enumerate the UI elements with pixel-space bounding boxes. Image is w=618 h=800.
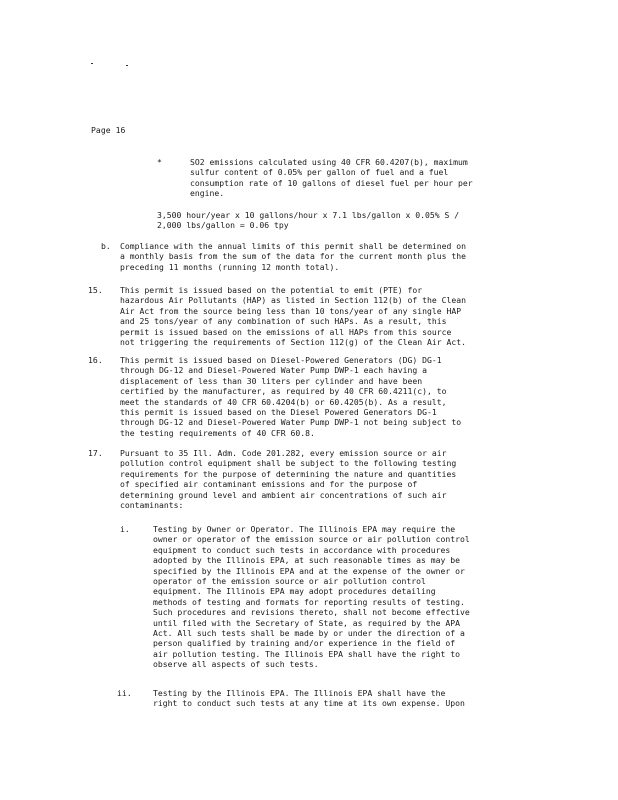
item-17-number: 17.	[88, 448, 103, 458]
item-17-i-line: operator of the emission source or air pollution control	[153, 576, 426, 587]
item-15-line: permit is issued based on the emissions of all HAPs from this source	[120, 326, 452, 337]
item-17-i-line: air pollution testing. The Illinois EPA shall have the right to	[153, 648, 460, 659]
item-b-line: Compliance with the annual limits of this permit shall be determined on	[120, 241, 466, 251]
item-17-i-line: equipment to conduct such tests in accordance with procedures	[153, 544, 451, 555]
item-17-i-line: Such procedures and revisions thereto, shall not become effective	[153, 607, 470, 618]
item-a-line: SO2 emissions calculated using 40 CFR 60.4207(b), maximum	[190, 157, 468, 167]
item-17-i-line: person qualified by training and/or experience in the field of	[153, 638, 456, 649]
item-17-i-line: methods of testing and formats for reporting results of testing.	[153, 596, 465, 607]
item-17-ii-line: right to conduct such tests at any time at its own expense. Upon	[153, 698, 465, 709]
scan-speck	[126, 65, 128, 66]
item-a-line: consumption rate of 10 gallons of diesel fuel per hour per	[190, 177, 473, 188]
item-15-line: This permit is issued based on the potential to emit (PTE) for	[120, 285, 423, 295]
item-a-line: engine.	[190, 188, 225, 199]
item-b-line: a monthly basis from the sum of the data for the current month plus the	[120, 251, 466, 262]
item-16-line: This permit is issued based on Diesel-Powered Generators (DG) DG-1	[120, 355, 442, 365]
item-a-text	[190, 157, 473, 199]
item-16-number: 16.	[88, 355, 103, 365]
calculation-line: 3,500 hour/year x 10 gallons/hour x 7.1 lbs/gallon x 0.05% S /	[157, 210, 460, 220]
item-17-i-line: owner or operator of the emission source or air pollution control	[153, 534, 470, 545]
item-17-i-line: Testing by Owner or Operator. The Illinois EPA may require the	[153, 524, 456, 534]
page-label: Page 16	[91, 125, 126, 135]
item-b-marker: b.	[101, 241, 111, 251]
item-17-i-line: until filed with the Secretary of State, as required by the APA	[153, 617, 460, 628]
item-16-line: certified by the manufacturer, as required by 40 CFR 60.4211(c), to	[120, 386, 447, 397]
calculation-line: 2,000 lbs/gallon = 0.06 tpy	[157, 220, 289, 231]
item-a-line: sulfur content of 0.05% per gallon of fuel and a fuel	[190, 167, 449, 178]
item-15-line: hazardous Air Pollutants (HAP) as listed in Section 112(b) of the Clean	[120, 295, 466, 306]
item-15-text	[120, 285, 466, 347]
item-16-line: through DG-12 and Diesel-Powered Water Pump DWP-1 each having a	[120, 365, 427, 376]
calculation	[157, 210, 459, 231]
item-16-line: the testing requirements of 40 CFR 60.8.	[120, 427, 315, 438]
item-17-i-marker: i.	[120, 524, 130, 534]
item-16-line: meet the standards of 40 CFR 60.4204(b) or 60.4205(b). As a result,	[120, 396, 447, 407]
item-17-ii-text	[153, 688, 465, 709]
item-17-i-line: specified by the Illinois EPA and at the expense of the owner or	[153, 565, 465, 576]
item-17-line: of specified air contaminant emissions and for the purpose of	[120, 479, 418, 490]
item-17-text	[120, 448, 456, 510]
item-b-text	[120, 241, 466, 272]
item-16-line: this permit is issued based on the Diesel Powered Generators DG-1	[120, 407, 437, 418]
item-b-line: preceding 11 months (running 12 month total).	[120, 261, 340, 272]
item-15-line: Air Act from the source being less than 10 tons/year of any single HAP	[120, 305, 462, 316]
item-17-line: contaminants:	[120, 500, 184, 511]
item-17-line: pollution control equipment shall be subject to the following testing	[120, 458, 457, 469]
item-16-line: displacement of less than 30 liters per cylinder and have been	[120, 375, 423, 386]
item-17-i-line: adopted by the Illinois EPA, at such reasonable times as may be	[153, 555, 460, 566]
item-15-line: and 25 tons/year of any combination of such HAPs. As a result, this	[120, 316, 447, 327]
item-17-ii-marker: ii.	[117, 688, 132, 698]
item-a-marker: *	[157, 157, 162, 167]
item-17-line: requirements for the purpose of determining the nature and quantities	[120, 468, 457, 479]
item-16-text	[120, 355, 461, 438]
item-15-number: 15.	[88, 285, 103, 295]
item-17-i-line: equipment. The Illinois EPA may adopt procedures detailing	[153, 586, 436, 597]
item-17-i-line: observe all aspects of such tests.	[153, 659, 319, 670]
item-17-line: Pursuant to 35 Ill. Adm. Code 201.282, every emission source or air	[120, 448, 447, 458]
scan-speck	[91, 63, 93, 64]
item-17-line: determining ground level and ambient air concentrations of such air	[120, 489, 447, 500]
item-16-line: through DG-12 and Diesel-Powered Water Pump DWP-1 not being subject to	[120, 417, 462, 428]
item-17-i-line: Act. All such tests shall be made by or under the direction of a	[153, 628, 465, 639]
item-15-line: not triggering the requirements of Section 112(g) of the Clean Air Act.	[120, 337, 466, 348]
item-17-ii-line: Testing by the Illinois EPA. The Illinois EPA shall have the	[153, 688, 446, 698]
item-17-i-text	[153, 524, 470, 670]
